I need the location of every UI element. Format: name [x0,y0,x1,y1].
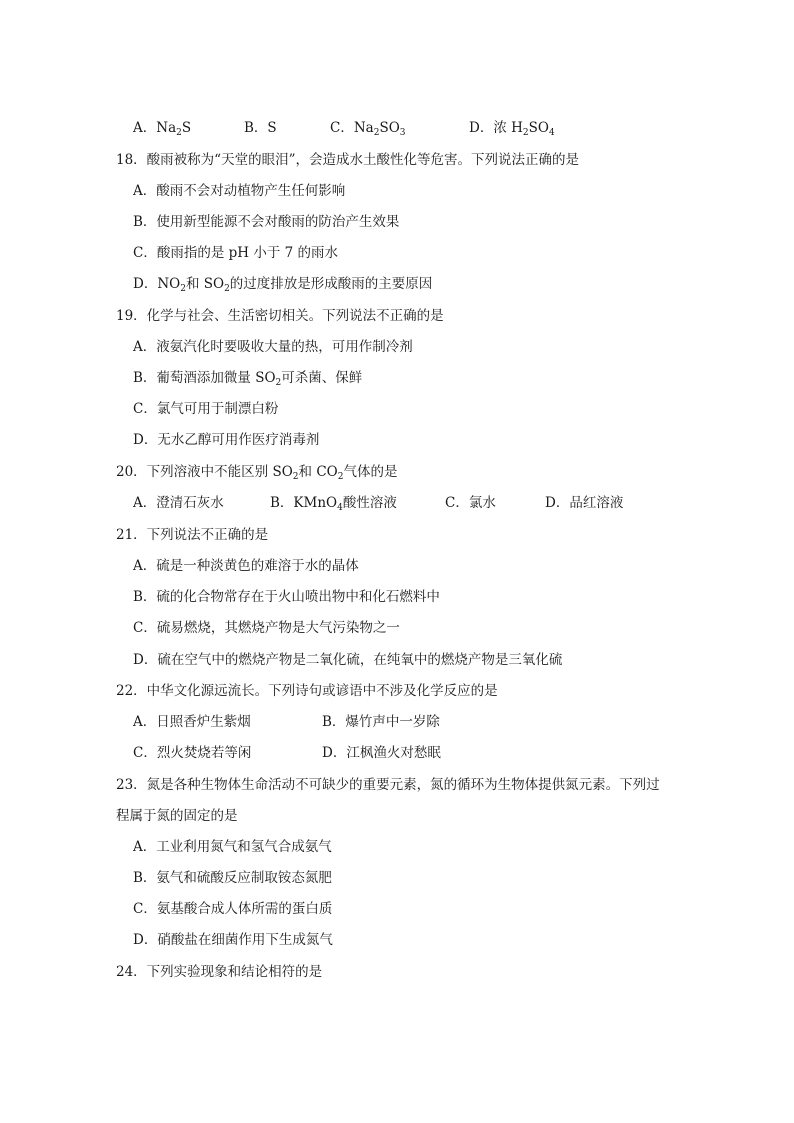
q19-option-c: C．氯气可用于制漂白粉 [133,401,279,417]
chemical-subscript: 2 [292,472,299,482]
q20-stem: 20．下列溶液中不能区别 $SO_2$和 $CO_2$气体的是 [116,464,398,482]
q23-option-a: A．工业利用氮气和氢气合成氨气 [133,839,332,855]
q23-option-c: C．氨基酸合成人体所需的蛋白质 [133,901,333,917]
q21-stem: 21．下列说法不正确的是 [116,527,269,543]
q21-option-d: D．硫在空气中的燃烧产物是二氧化硫，在纯氧中的燃烧产物是三氧化硫 [133,652,563,668]
chemical-subscript: 2 [337,472,344,482]
chemical-subscript: 2 [180,284,186,294]
q22-option-b: B．爆竹声中一岁除 [322,714,440,730]
q20-option-b: B．KMnO$_4$酸性溶液 [270,495,397,513]
q17-option-b: B．S [244,120,277,136]
q21-option-c: C．硫易燃烧，其燃烧产物是大气污染物之一 [133,620,400,636]
q20-option-a: A．澄清石灰水 [133,495,224,511]
q17-option-a: A．$Na_2S$ [133,120,192,138]
q21-option-a: A．硫是一种淡黄色的难溶于水的晶体 [133,558,359,574]
q24-stem: 24．下列实验现象和结论相符的是 [116,964,323,980]
chemical-subscript: 2 [275,378,282,388]
q18-stem: 18．酸雨被称为“天堂的眼泪”，会造成水土酸性化等危害。下列说法正确的是 [116,152,579,168]
q20-option-d: D．品红溶液 [545,495,624,511]
q23-stem-continued: 程属于氮的固定的是 [116,808,238,824]
chemical-subscript: 4 [548,128,555,138]
q22-option-a: A．日照香炉生紫烟 [133,714,251,730]
q23-option-d: D．硝酸盐在细菌作用下生成氮气 [133,932,333,948]
q23-option-b: B．氨气和硫酸反应制取铵态氮肥 [133,870,332,886]
chemical-subscript: 3 [399,128,406,138]
q22-option-d: D．江枫渔火对愁眠 [322,745,441,761]
q19-stem: 19．化学与社会、生活密切相关。下列说法不正确的是 [116,308,444,324]
q19-option-a: A．液氨汽化时要吸收大量的热，可用作制冷剂 [133,339,413,355]
q18-option-a: A．酸雨不会对动植物产生任何影响 [133,183,346,199]
q19-option-d: D．无水乙醇可用作医疗消毒剂 [133,432,320,448]
q17-option-c: C．$Na_2SO_3$ [330,120,406,138]
chemical-subscript: 2 [522,128,529,138]
q18-option-c: C．酸雨指的是 pH 小于 7 的雨水 [133,245,339,261]
q18-option-b: B．使用新型能源不会对酸雨的防治产生效果 [133,214,400,230]
chemical-subscript: 2 [176,128,182,138]
q23-stem: 23．氮是各种生物体生命活动不可缺少的重要元素，氮的循环为生物体提供氮元素。下列过 [116,777,660,793]
chemical-subscript: 4 [337,503,343,513]
q20-option-c: C．氯水 [445,495,496,511]
q22-stem: 22．中华文化源远流长。下列诗句或谚语中不涉及化学反应的是 [116,683,498,699]
q22-option-c: C．烈火焚烧若等闲 [133,745,252,761]
q21-option-b: B．硫的化合物常存在于火山喷出物中和化石燃料中 [133,589,440,605]
q18-option-d: D．$NO_2$和 $SO_2$的过度排放是形成酸雨的主要原因 [133,276,433,294]
chemical-subscript: 2 [373,128,380,138]
q17-option-d: D．浓 $H_2SO_4$ [469,120,555,138]
q19-option-b: B．葡萄酒添加微量 $SO_2$可杀菌、保鲜 [133,370,363,388]
chemical-subscript: 2 [224,284,230,294]
